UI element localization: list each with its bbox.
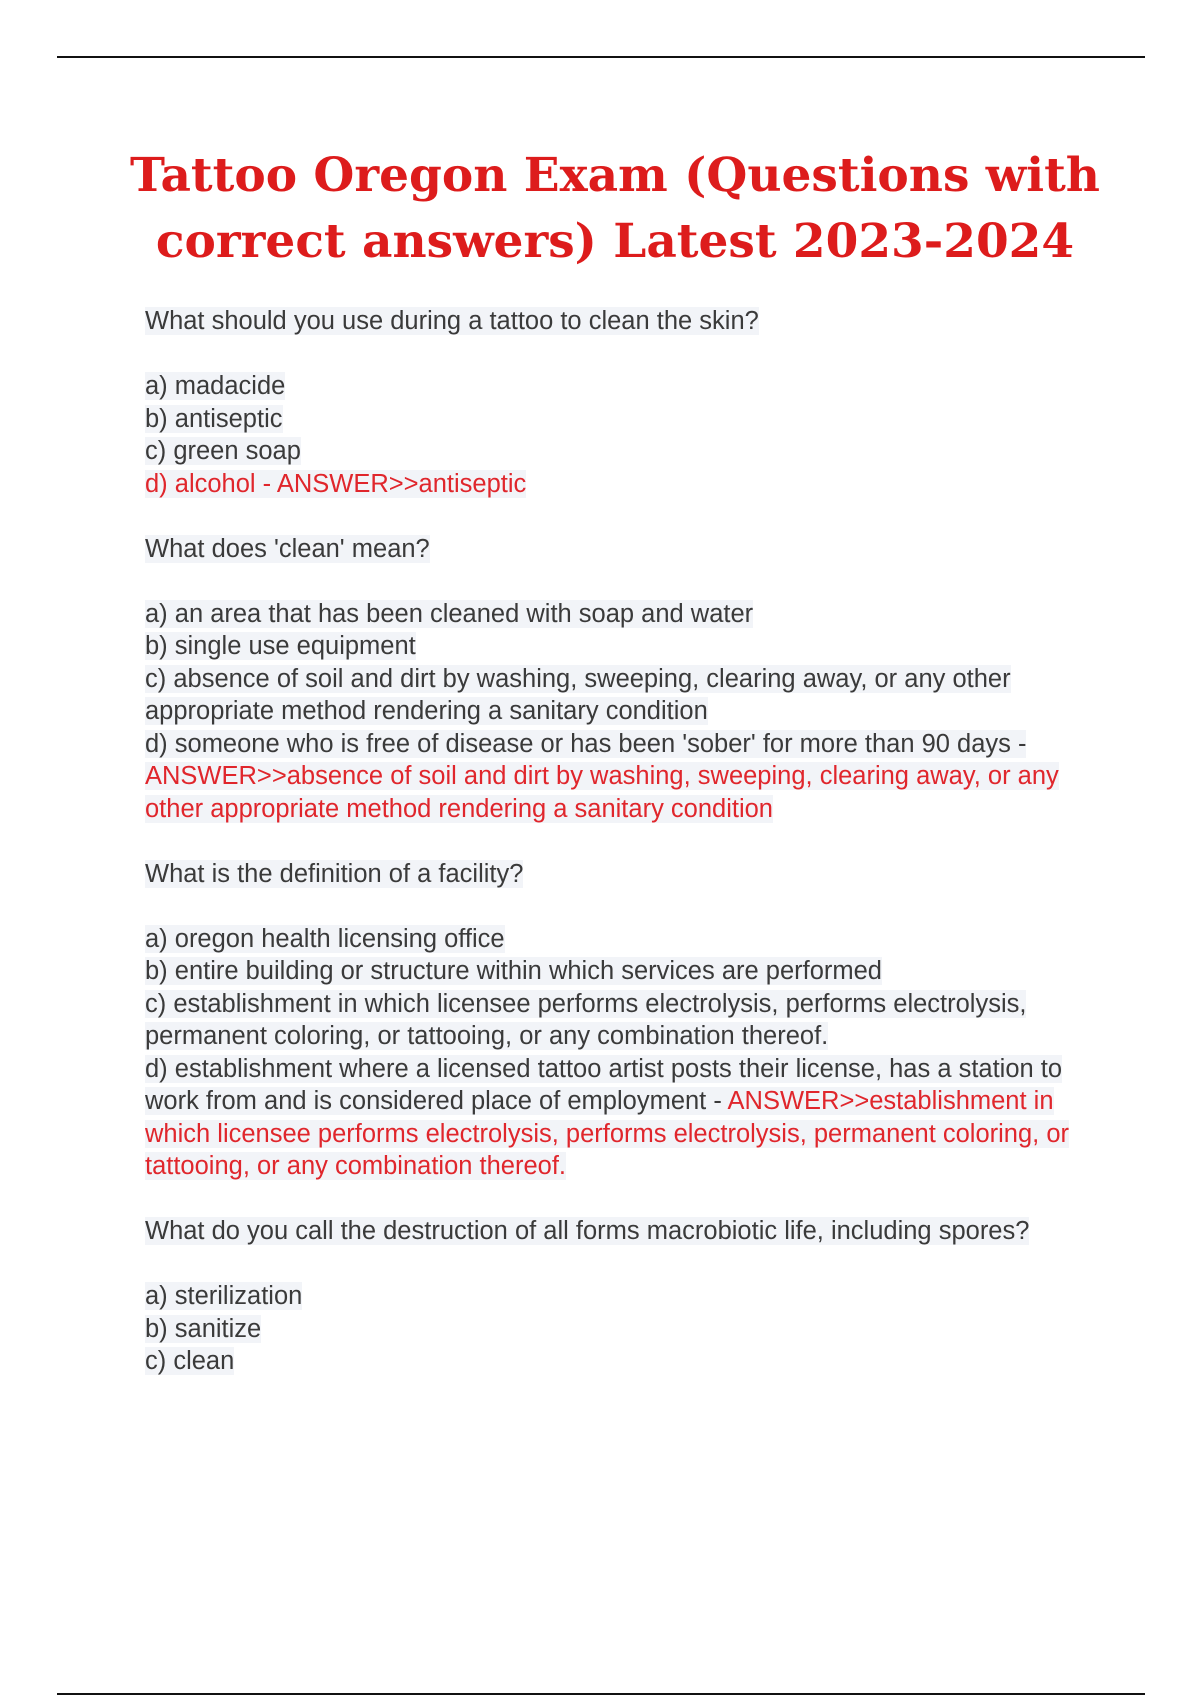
question-block bbox=[145, 1215, 1105, 1378]
option: c) green soap bbox=[145, 437, 301, 465]
question-block bbox=[145, 858, 1105, 1183]
option: b) single use equipment bbox=[145, 632, 416, 660]
option-with-answer bbox=[145, 728, 1105, 826]
answer-separator: - bbox=[1010, 729, 1027, 758]
last-option: d) someone who is free of disease or has been 'sober' for more than 90 days bbox=[145, 729, 1011, 758]
correct-answer: ANSWER>>establishment in which licensee performs electrolysis, performs electrolysis, permanent coloring, or tattooing, or any combination thereof. bbox=[145, 1087, 1070, 1180]
option: c) establishment in which licensee performs electrolysis, performs electrolysis, permanent coloring, or tattooing, or any combination thereof. bbox=[145, 989, 1027, 1050]
option-with-answer bbox=[145, 1053, 1105, 1183]
option: c) absence of soil and dirt by washing, sweeping, clearing away, or any other appropriate method rendering a sanitary condition bbox=[145, 664, 1011, 725]
question-block bbox=[145, 305, 1105, 500]
last-option: d) establishment where a licensed tattoo artist posts their license, has a station to work from and is considered place of employment bbox=[145, 1054, 1063, 1115]
option: a) sterilization bbox=[145, 1282, 303, 1310]
option: c) clean bbox=[145, 1347, 235, 1375]
question-text: What is the definition of a facility? bbox=[145, 859, 524, 888]
option: b) antiseptic bbox=[145, 404, 283, 433]
correct-answer: ANSWER>>antiseptic bbox=[276, 469, 527, 498]
option: b) entire building or structure within which services are performed bbox=[145, 957, 882, 985]
top-rule bbox=[57, 56, 1145, 58]
options-list bbox=[145, 923, 1105, 1183]
options-list bbox=[145, 598, 1105, 826]
option: a) an area that has been cleaned with soap and water bbox=[145, 599, 754, 628]
answer-separator: - bbox=[706, 1087, 728, 1115]
question-text: What do you call the destruction of all forms macrobiotic life, including spores? bbox=[145, 1217, 1030, 1245]
options-list bbox=[145, 1280, 1105, 1378]
options-list bbox=[145, 370, 1105, 500]
correct-answer: ANSWER>>absence of soil and dirt by washing, sweeping, clearing away, or any other appropriate method rendering a sanitary condition bbox=[145, 762, 1059, 823]
question-text: What does 'clean' mean? bbox=[145, 534, 430, 563]
question-block bbox=[145, 533, 1105, 826]
answer-separator: - bbox=[255, 469, 277, 498]
option: a) oregon health licensing office bbox=[145, 924, 505, 953]
document-title: Tattoo Oregon Exam (Questions with correct answers) Latest 2023-2024 bbox=[130, 148, 1100, 269]
last-option: d) alcohol bbox=[145, 469, 256, 498]
bottom-rule bbox=[57, 1693, 1145, 1695]
question-list bbox=[145, 305, 1105, 1378]
option: b) sanitize bbox=[145, 1314, 262, 1343]
option-with-answer bbox=[145, 468, 1105, 501]
option: a) madacide bbox=[145, 372, 286, 400]
question-text: What should you use during a tattoo to clean the skin? bbox=[145, 307, 759, 335]
